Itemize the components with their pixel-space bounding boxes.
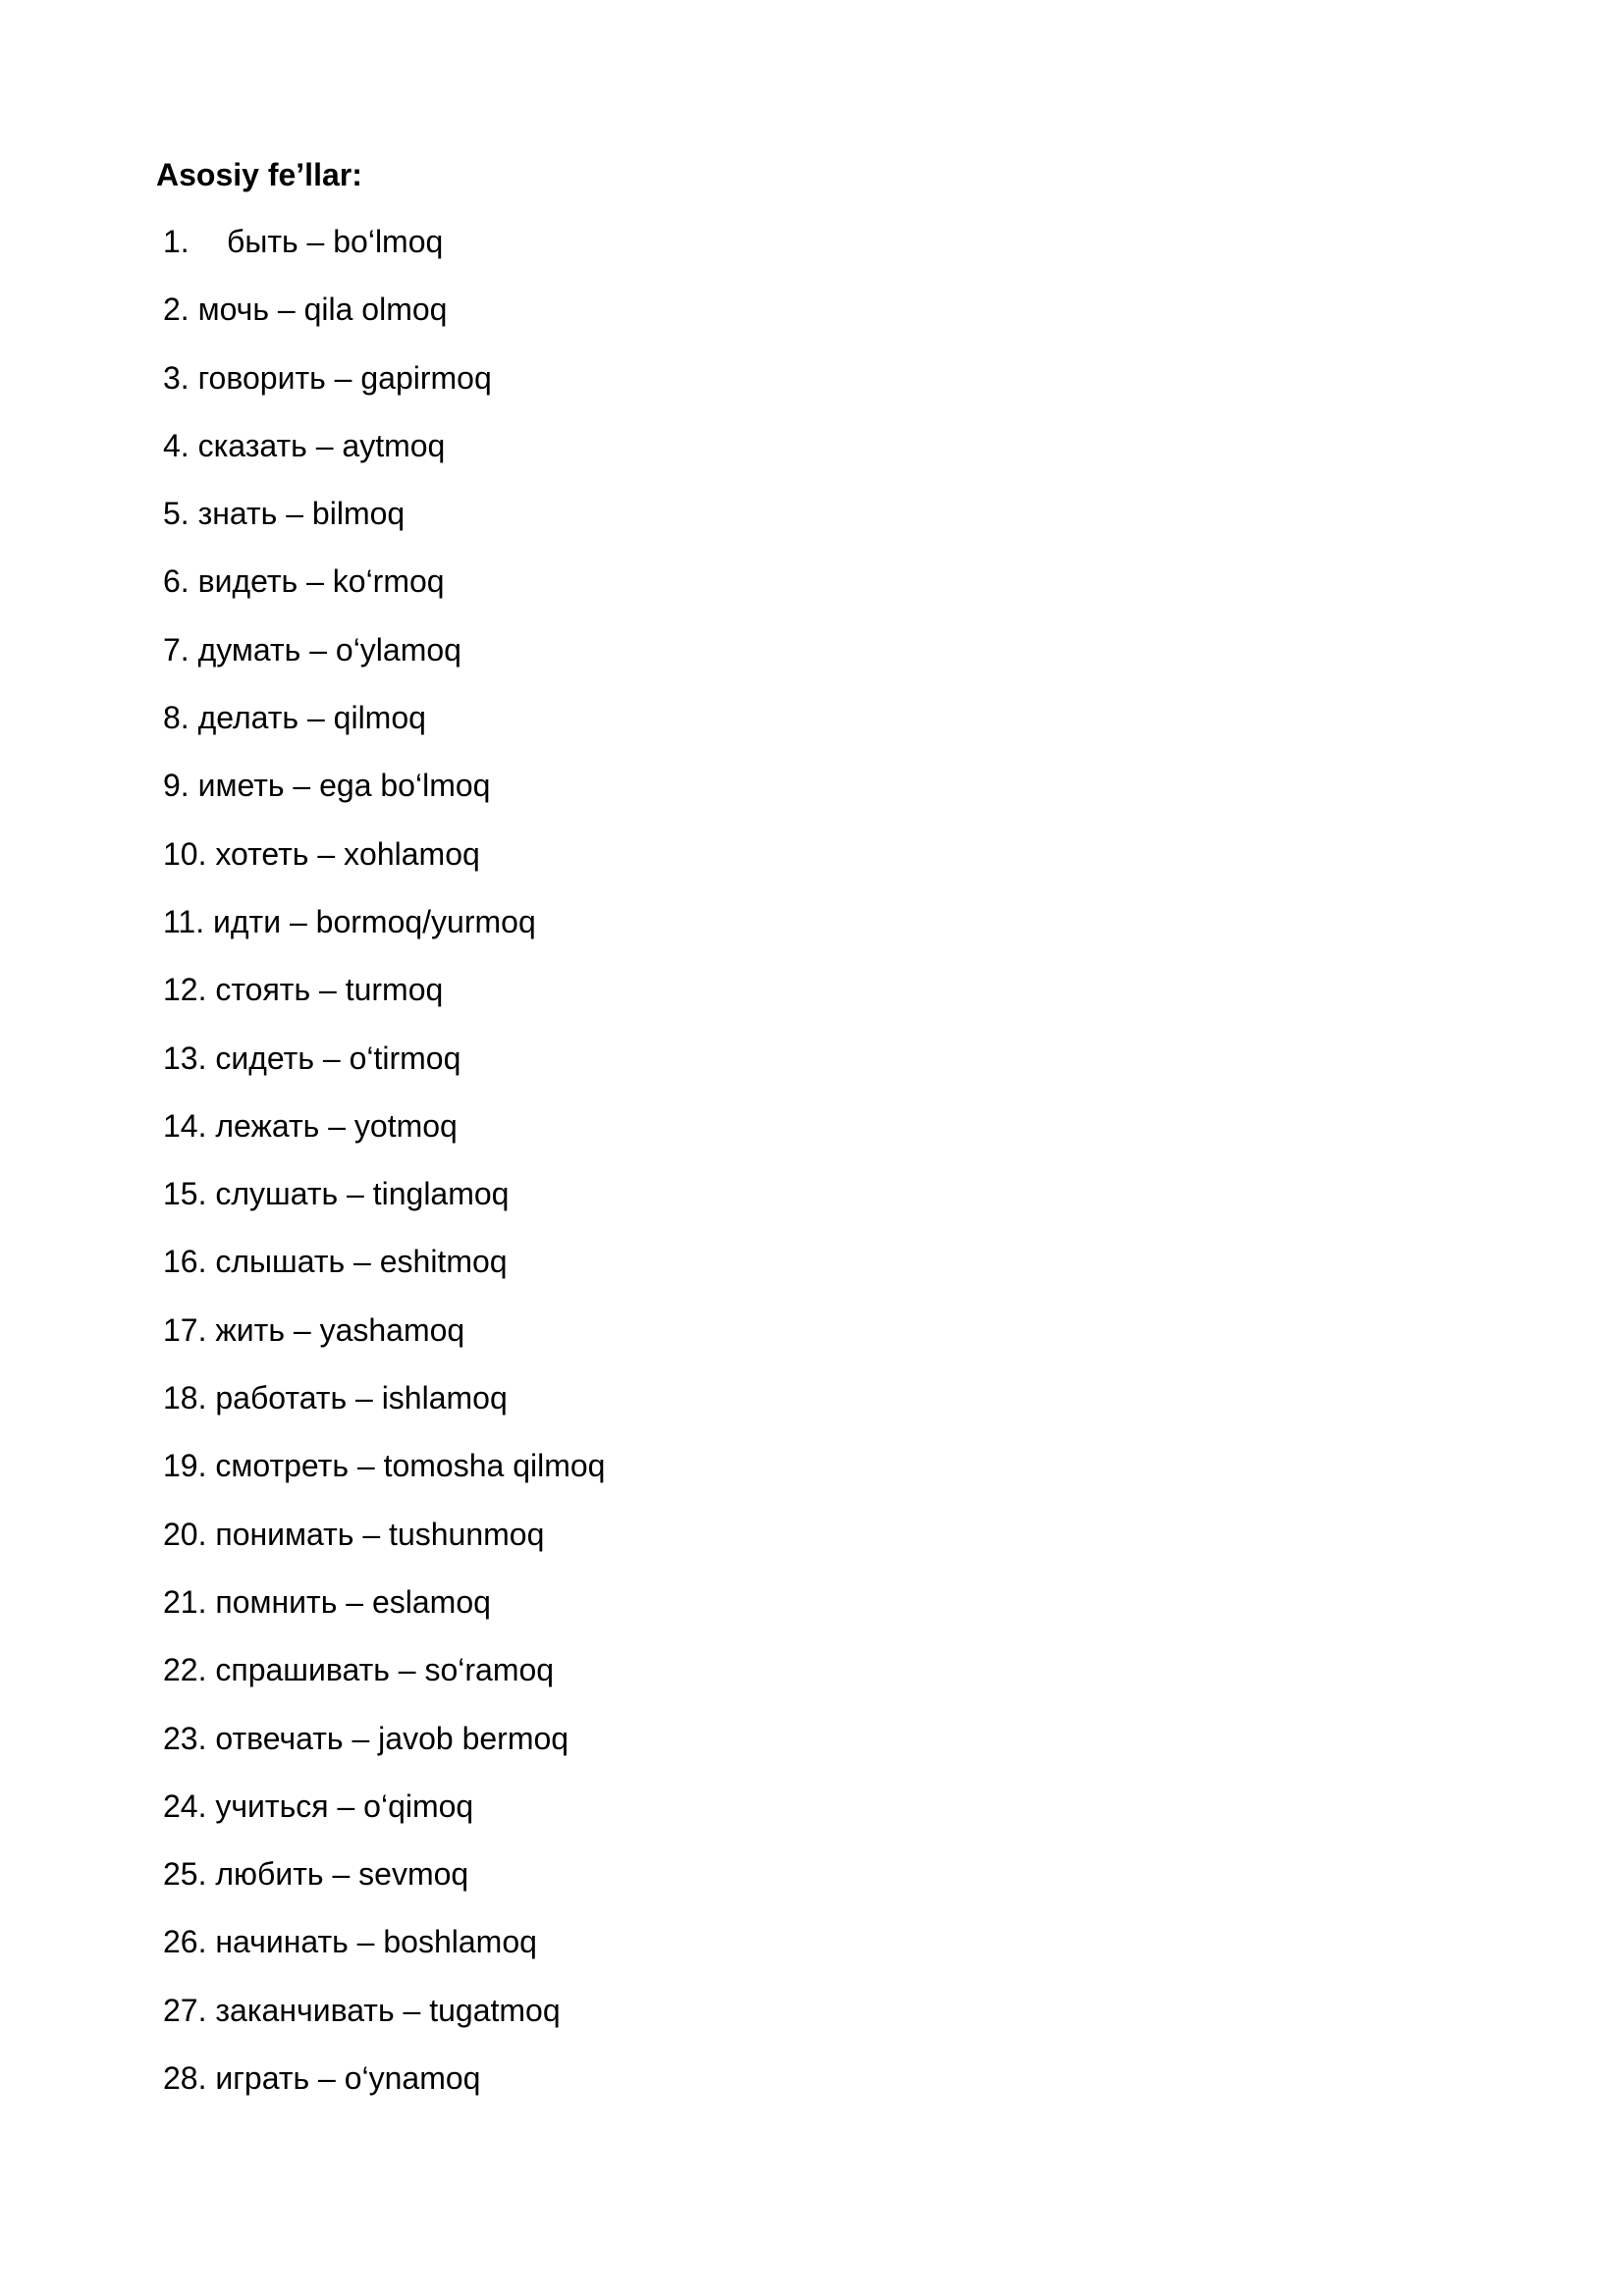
list-item-number: 10. <box>163 835 207 872</box>
list-item-text: смотреть – tomosha qilmoq <box>215 1448 606 1484</box>
list-item-text: помнить – eslamoq <box>215 1583 491 1620</box>
list-item-number: 14. <box>163 1107 207 1144</box>
list-item-number: 15. <box>163 1176 207 1212</box>
list-item <box>163 1719 605 1787</box>
list-item-number: 22. <box>163 1652 207 1688</box>
list-item-number: 2. <box>163 292 189 328</box>
list-item-number: 17. <box>163 1311 207 1348</box>
list-item-text: любить – sevmoq <box>215 1856 469 1893</box>
list-item-text: думать – o‘ylamoq <box>197 631 461 667</box>
list-item-text: жить – yashamoq <box>215 1311 465 1348</box>
list-item-text: спрашивать – so‘ramoq <box>215 1652 555 1688</box>
list-item-text: делать – qilmoq <box>197 700 426 736</box>
list-item-number: 1. <box>163 224 189 259</box>
list-item <box>163 1515 605 1582</box>
list-item <box>163 1854 605 1922</box>
list-item-number: 4. <box>163 427 189 463</box>
list-item-text: идти – bormoq/yurmoq <box>213 903 536 939</box>
list-item <box>163 1582 605 1650</box>
list-item-text: слышать – eshitmoq <box>215 1244 508 1280</box>
list-item-number: 9. <box>163 768 189 804</box>
list-item-number: 19. <box>163 1448 207 1484</box>
list-item-number: 16. <box>163 1244 207 1280</box>
list-item-text: знать – bilmoq <box>197 496 406 532</box>
list-item-number: 20. <box>163 1516 207 1552</box>
list-item-number: 23. <box>163 1720 207 1756</box>
list-item-text: стоять – turmoq <box>215 972 444 1008</box>
list-item-text: говорить – gapirmoq <box>197 359 492 396</box>
list-item-number: 27. <box>163 1992 207 2028</box>
list-item <box>163 561 605 629</box>
list-item-number: 11. <box>163 903 205 939</box>
list-item-number: 7. <box>163 631 189 667</box>
list-item <box>163 1922 605 1990</box>
list-item <box>163 834 605 902</box>
list-item-text: иметь – ega bo‘lmoq <box>197 768 491 804</box>
list-item-text: отвечать – javob bermoq <box>215 1720 569 1756</box>
list-item-number: 6. <box>163 563 189 600</box>
list-item-text: начинать – boshlamoq <box>215 1924 537 1960</box>
list-item <box>163 970 605 1038</box>
list-item <box>163 1242 605 1309</box>
list-item <box>163 494 605 561</box>
list-item-text: сидеть – o‘tirmoq <box>215 1040 461 1076</box>
list-item-text: играть – o‘ynamoq <box>215 2060 481 2097</box>
list-item <box>163 902 605 970</box>
list-item-text: учиться – o‘qimoq <box>215 1788 474 1824</box>
list-item-number: 3. <box>163 359 189 396</box>
list-item <box>163 630 605 698</box>
list-item-text: слушать – tinglamoq <box>215 1176 510 1212</box>
list-item <box>163 1378 605 1446</box>
list-item-number: 25. <box>163 1856 207 1893</box>
list-item-number: 13. <box>163 1040 207 1076</box>
list-item-number: 26. <box>163 1924 207 1960</box>
list-item <box>163 1650 605 1718</box>
list-item-text: понимать – tushunmoq <box>215 1516 545 1552</box>
list-item-number: 8. <box>163 700 189 736</box>
list-item <box>163 1991 605 2058</box>
list-item-number: 24. <box>163 1788 207 1824</box>
list-item <box>163 358 605 426</box>
list-item <box>163 290 605 357</box>
list-item-text: хотеть – xohlamoq <box>215 835 480 872</box>
list-item <box>163 2058 605 2126</box>
list-item-text: мочь – qila olmoq <box>197 292 448 328</box>
document-title: Asosiy fe’llar: <box>156 157 362 192</box>
list-item <box>163 222 605 290</box>
list-item-number: 12. <box>163 972 207 1008</box>
list-item-number: 18. <box>163 1380 207 1416</box>
list-item-number: 21. <box>163 1583 207 1620</box>
list-item-text: видеть – ko‘rmoq <box>197 563 445 600</box>
list-item <box>163 766 605 833</box>
list-item-number: 5. <box>163 496 189 532</box>
list-item <box>163 1174 605 1242</box>
verb-list <box>163 222 605 2126</box>
list-item-text: быть – bo‘lmoq <box>227 224 444 259</box>
list-item <box>163 1106 605 1174</box>
list-item-text: сказать – aytmoq <box>197 427 446 463</box>
list-item-text: лежать – yotmoq <box>215 1107 458 1144</box>
list-item-text: работать – ishlamoq <box>215 1380 508 1416</box>
list-item <box>163 1310 605 1378</box>
list-item <box>163 1039 605 1106</box>
list-item <box>163 426 605 494</box>
list-item <box>163 698 605 766</box>
list-item-number: 28. <box>163 2060 207 2097</box>
list-item <box>163 1787 605 1854</box>
list-item <box>163 1446 605 1514</box>
list-item-text: заканчивать – tugatmoq <box>215 1992 561 2028</box>
